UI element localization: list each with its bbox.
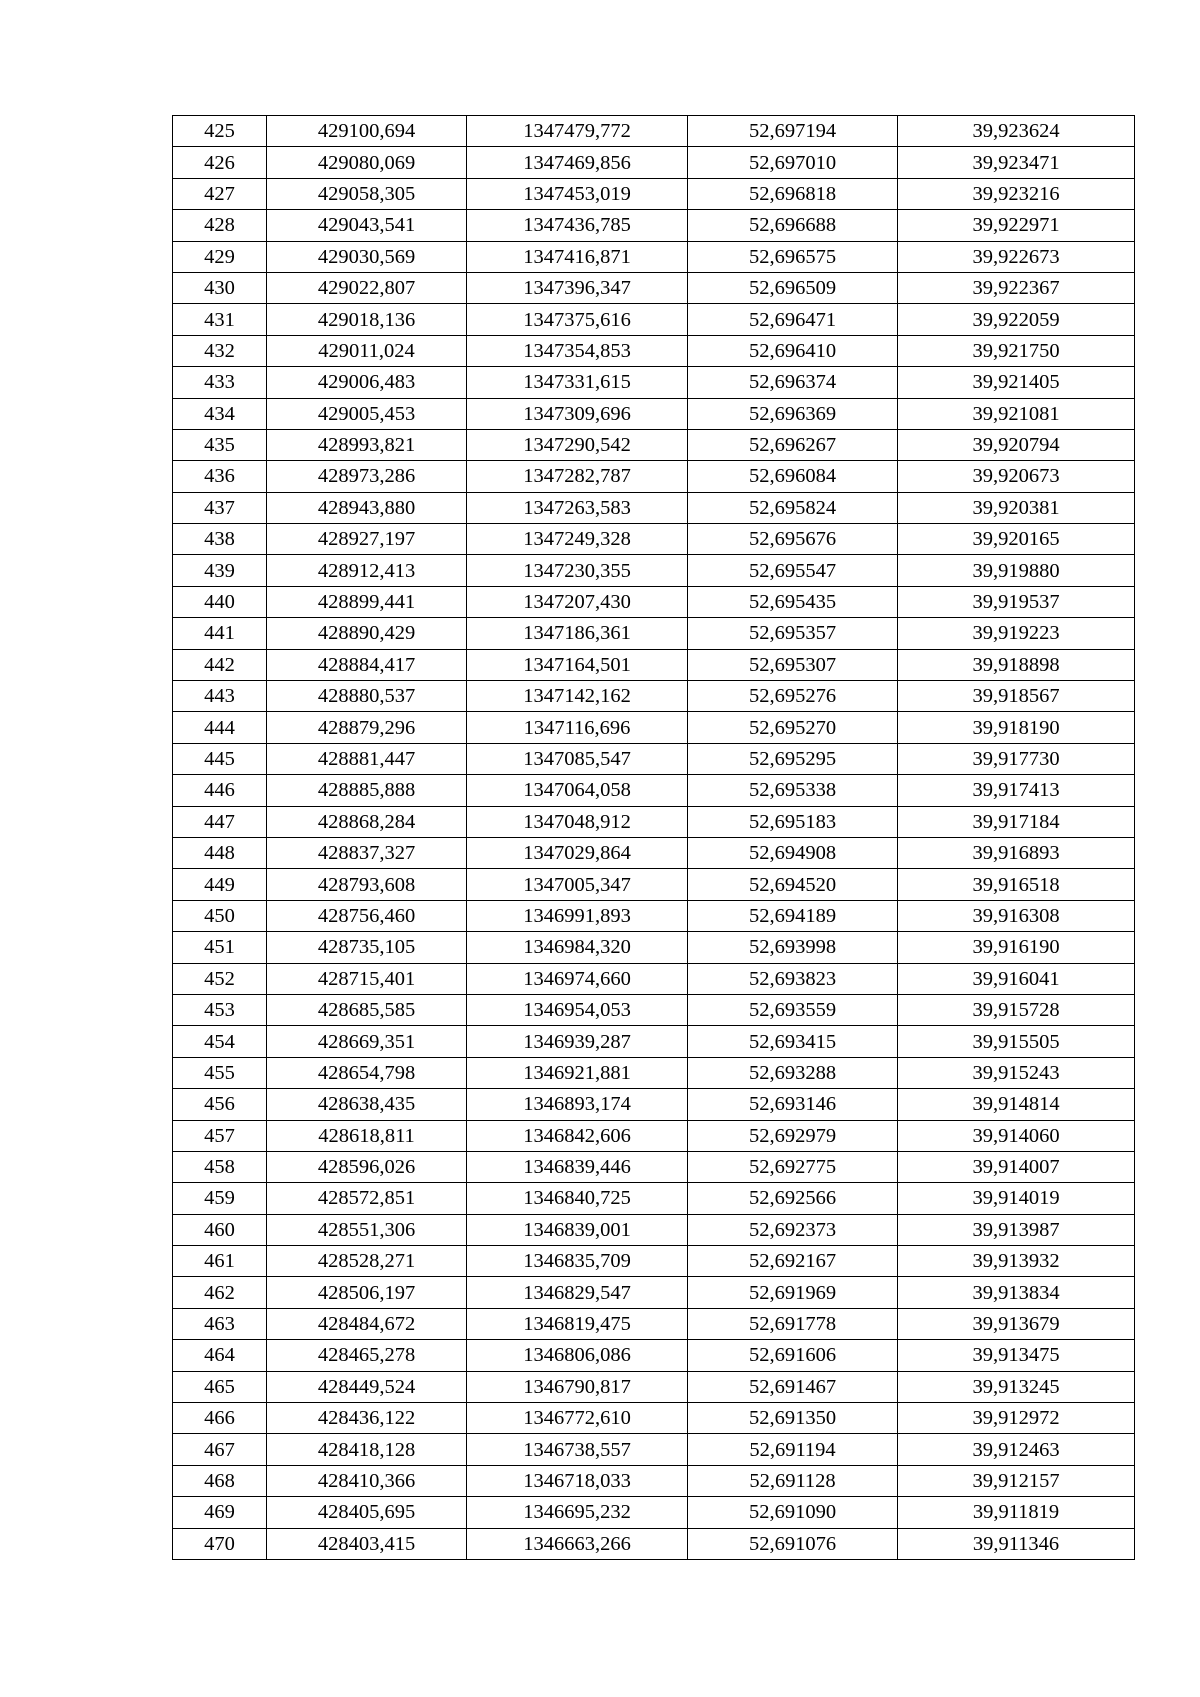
y-coordinate-cell: 1346939,287 (467, 1026, 688, 1057)
x-coordinate-cell: 429011,024 (267, 335, 467, 366)
table-row (173, 1151, 1135, 1182)
point-number-cell: 454 (173, 1026, 267, 1057)
x-coordinate-cell: 429006,483 (267, 367, 467, 398)
longitude-cell: 39,912157 (898, 1465, 1135, 1496)
y-coordinate-cell: 1346695,232 (467, 1497, 688, 1528)
table-row (173, 618, 1135, 649)
x-coordinate-cell: 428403,415 (267, 1528, 467, 1559)
table-row (173, 586, 1135, 617)
latitude-cell: 52,691128 (688, 1465, 898, 1496)
point-number-cell: 463 (173, 1308, 267, 1339)
table-row (173, 1528, 1135, 1559)
latitude-cell: 52,696369 (688, 398, 898, 429)
longitude-cell: 39,914007 (898, 1151, 1135, 1182)
table-row (173, 555, 1135, 586)
y-coordinate-cell: 1346738,557 (467, 1434, 688, 1465)
x-coordinate-cell: 428405,695 (267, 1497, 467, 1528)
y-coordinate-cell: 1347142,162 (467, 681, 688, 712)
latitude-cell: 52,693823 (688, 963, 898, 994)
table-row (173, 398, 1135, 429)
x-coordinate-cell: 428884,417 (267, 649, 467, 680)
y-coordinate-cell: 1347469,856 (467, 147, 688, 178)
point-number-cell: 460 (173, 1214, 267, 1245)
point-number-cell: 462 (173, 1277, 267, 1308)
longitude-cell: 39,923216 (898, 178, 1135, 209)
longitude-cell: 39,912972 (898, 1403, 1135, 1434)
point-number-cell: 455 (173, 1057, 267, 1088)
table-row (173, 1057, 1135, 1088)
longitude-cell: 39,915728 (898, 994, 1135, 1025)
latitude-cell: 52,691194 (688, 1434, 898, 1465)
point-number-cell: 432 (173, 335, 267, 366)
point-number-cell: 431 (173, 304, 267, 335)
point-number-cell: 425 (173, 116, 267, 147)
y-coordinate-cell: 1347436,785 (467, 210, 688, 241)
y-coordinate-cell: 1347375,616 (467, 304, 688, 335)
latitude-cell: 52,691076 (688, 1528, 898, 1559)
point-number-cell: 440 (173, 586, 267, 617)
table-row (173, 335, 1135, 366)
table-row (173, 147, 1135, 178)
table-row (173, 524, 1135, 555)
latitude-cell: 52,695295 (688, 743, 898, 774)
latitude-cell: 52,693559 (688, 994, 898, 1025)
longitude-cell: 39,913245 (898, 1371, 1135, 1402)
latitude-cell: 52,693415 (688, 1026, 898, 1057)
latitude-cell: 52,695676 (688, 524, 898, 555)
x-coordinate-cell: 428927,197 (267, 524, 467, 555)
point-number-cell: 426 (173, 147, 267, 178)
x-coordinate-cell: 429018,136 (267, 304, 467, 335)
point-number-cell: 434 (173, 398, 267, 429)
y-coordinate-cell: 1347207,430 (467, 586, 688, 617)
table-row (173, 272, 1135, 303)
point-number-cell: 430 (173, 272, 267, 303)
y-coordinate-cell: 1346829,547 (467, 1277, 688, 1308)
x-coordinate-cell: 428880,537 (267, 681, 467, 712)
y-coordinate-cell: 1347282,787 (467, 461, 688, 492)
point-number-cell: 452 (173, 963, 267, 994)
x-coordinate-cell: 428885,888 (267, 775, 467, 806)
table-row (173, 304, 1135, 335)
longitude-cell: 39,914814 (898, 1089, 1135, 1120)
x-coordinate-cell: 428654,798 (267, 1057, 467, 1088)
y-coordinate-cell: 1347249,328 (467, 524, 688, 555)
y-coordinate-cell: 1347416,871 (467, 241, 688, 272)
point-number-cell: 464 (173, 1340, 267, 1371)
y-coordinate-cell: 1347064,058 (467, 775, 688, 806)
y-coordinate-cell: 1346839,446 (467, 1151, 688, 1182)
table-row (173, 1026, 1135, 1057)
x-coordinate-cell: 428890,429 (267, 618, 467, 649)
longitude-cell: 39,913679 (898, 1308, 1135, 1339)
longitude-cell: 39,913834 (898, 1277, 1135, 1308)
table-row (173, 932, 1135, 963)
point-number-cell: 439 (173, 555, 267, 586)
x-coordinate-cell: 428912,413 (267, 555, 467, 586)
point-number-cell: 443 (173, 681, 267, 712)
x-coordinate-cell: 428879,296 (267, 712, 467, 743)
latitude-cell: 52,695276 (688, 681, 898, 712)
y-coordinate-cell: 1346819,475 (467, 1308, 688, 1339)
latitude-cell: 52,693998 (688, 932, 898, 963)
longitude-cell: 39,912463 (898, 1434, 1135, 1465)
point-number-cell: 435 (173, 429, 267, 460)
point-number-cell: 467 (173, 1434, 267, 1465)
table-row (173, 492, 1135, 523)
table-row (173, 712, 1135, 743)
table-row (173, 1277, 1135, 1308)
table-row (173, 241, 1135, 272)
x-coordinate-cell: 428551,306 (267, 1214, 467, 1245)
latitude-cell: 52,691778 (688, 1308, 898, 1339)
table-row (173, 1120, 1135, 1151)
point-number-cell: 461 (173, 1246, 267, 1277)
x-coordinate-cell: 428449,524 (267, 1371, 467, 1402)
x-coordinate-cell: 428418,128 (267, 1434, 467, 1465)
x-coordinate-cell: 428484,672 (267, 1308, 467, 1339)
table-row (173, 963, 1135, 994)
longitude-cell: 39,916041 (898, 963, 1135, 994)
x-coordinate-cell: 428528,271 (267, 1246, 467, 1277)
x-coordinate-cell: 428596,026 (267, 1151, 467, 1182)
latitude-cell: 52,694189 (688, 900, 898, 931)
y-coordinate-cell: 1346974,660 (467, 963, 688, 994)
table-row (173, 1183, 1135, 1214)
latitude-cell: 52,692566 (688, 1183, 898, 1214)
latitude-cell: 52,693146 (688, 1089, 898, 1120)
table-row (173, 743, 1135, 774)
longitude-cell: 39,921405 (898, 367, 1135, 398)
longitude-cell: 39,913987 (898, 1214, 1135, 1245)
point-number-cell: 458 (173, 1151, 267, 1182)
y-coordinate-cell: 1346806,086 (467, 1340, 688, 1371)
y-coordinate-cell: 1347186,361 (467, 618, 688, 649)
longitude-cell: 39,920673 (898, 461, 1135, 492)
latitude-cell: 52,697010 (688, 147, 898, 178)
longitude-cell: 39,922059 (898, 304, 1135, 335)
point-number-cell: 465 (173, 1371, 267, 1402)
x-coordinate-cell: 428868,284 (267, 806, 467, 837)
table-row (173, 461, 1135, 492)
y-coordinate-cell: 1346991,893 (467, 900, 688, 931)
longitude-cell: 39,921081 (898, 398, 1135, 429)
latitude-cell: 52,694908 (688, 837, 898, 868)
table-row (173, 1497, 1135, 1528)
latitude-cell: 52,696509 (688, 272, 898, 303)
x-coordinate-cell: 428618,811 (267, 1120, 467, 1151)
table-row (173, 994, 1135, 1025)
latitude-cell: 52,691606 (688, 1340, 898, 1371)
table-row (173, 210, 1135, 241)
point-number-cell: 449 (173, 869, 267, 900)
latitude-cell: 52,691467 (688, 1371, 898, 1402)
table-row (173, 1371, 1135, 1402)
x-coordinate-cell: 428669,351 (267, 1026, 467, 1057)
latitude-cell: 52,695270 (688, 712, 898, 743)
y-coordinate-cell: 1346835,709 (467, 1246, 688, 1277)
y-coordinate-cell: 1347331,615 (467, 367, 688, 398)
x-coordinate-cell: 428993,821 (267, 429, 467, 460)
point-number-cell: 427 (173, 178, 267, 209)
point-number-cell: 448 (173, 837, 267, 868)
table-row (173, 1434, 1135, 1465)
table-row (173, 1246, 1135, 1277)
y-coordinate-cell: 1347005,347 (467, 869, 688, 900)
x-coordinate-cell: 428881,447 (267, 743, 467, 774)
longitude-cell: 39,922367 (898, 272, 1135, 303)
longitude-cell: 39,920794 (898, 429, 1135, 460)
table-row (173, 429, 1135, 460)
x-coordinate-cell: 429022,807 (267, 272, 467, 303)
x-coordinate-cell: 429058,305 (267, 178, 467, 209)
table-row (173, 806, 1135, 837)
latitude-cell: 52,696267 (688, 429, 898, 460)
x-coordinate-cell: 428837,327 (267, 837, 467, 868)
point-number-cell: 450 (173, 900, 267, 931)
x-coordinate-cell: 429043,541 (267, 210, 467, 241)
table-row (173, 1403, 1135, 1434)
y-coordinate-cell: 1346954,053 (467, 994, 688, 1025)
longitude-cell: 39,918190 (898, 712, 1135, 743)
table-row (173, 178, 1135, 209)
longitude-cell: 39,916518 (898, 869, 1135, 900)
table-row (173, 837, 1135, 868)
latitude-cell: 52,695338 (688, 775, 898, 806)
point-number-cell: 441 (173, 618, 267, 649)
latitude-cell: 52,696374 (688, 367, 898, 398)
latitude-cell: 52,695824 (688, 492, 898, 523)
point-number-cell: 457 (173, 1120, 267, 1151)
point-number-cell: 438 (173, 524, 267, 555)
point-number-cell: 436 (173, 461, 267, 492)
x-coordinate-cell: 428756,460 (267, 900, 467, 931)
point-number-cell: 428 (173, 210, 267, 241)
y-coordinate-cell: 1347309,696 (467, 398, 688, 429)
latitude-cell: 52,692775 (688, 1151, 898, 1182)
x-coordinate-cell: 428638,435 (267, 1089, 467, 1120)
y-coordinate-cell: 1346790,817 (467, 1371, 688, 1402)
point-number-cell: 429 (173, 241, 267, 272)
point-number-cell: 451 (173, 932, 267, 963)
y-coordinate-cell: 1347085,547 (467, 743, 688, 774)
longitude-cell: 39,918898 (898, 649, 1135, 680)
point-number-cell: 444 (173, 712, 267, 743)
longitude-cell: 39,916893 (898, 837, 1135, 868)
longitude-cell: 39,918567 (898, 681, 1135, 712)
y-coordinate-cell: 1346893,174 (467, 1089, 688, 1120)
longitude-cell: 39,913475 (898, 1340, 1135, 1371)
longitude-cell: 39,920381 (898, 492, 1135, 523)
longitude-cell: 39,917730 (898, 743, 1135, 774)
y-coordinate-cell: 1347290,542 (467, 429, 688, 460)
longitude-cell: 39,919880 (898, 555, 1135, 586)
y-coordinate-cell: 1347354,853 (467, 335, 688, 366)
y-coordinate-cell: 1347230,355 (467, 555, 688, 586)
y-coordinate-cell: 1347396,347 (467, 272, 688, 303)
y-coordinate-cell: 1346839,001 (467, 1214, 688, 1245)
longitude-cell: 39,919223 (898, 618, 1135, 649)
x-coordinate-cell: 428793,608 (267, 869, 467, 900)
latitude-cell: 52,692167 (688, 1246, 898, 1277)
coordinates-table (172, 115, 1135, 1560)
latitude-cell: 52,695307 (688, 649, 898, 680)
table-row (173, 116, 1135, 147)
table-row (173, 1308, 1135, 1339)
x-coordinate-cell: 429080,069 (267, 147, 467, 178)
latitude-cell: 52,695183 (688, 806, 898, 837)
table-row (173, 1214, 1135, 1245)
point-number-cell: 442 (173, 649, 267, 680)
longitude-cell: 39,916190 (898, 932, 1135, 963)
point-number-cell: 456 (173, 1089, 267, 1120)
x-coordinate-cell: 428973,286 (267, 461, 467, 492)
point-number-cell: 468 (173, 1465, 267, 1496)
x-coordinate-cell: 428685,585 (267, 994, 467, 1025)
longitude-cell: 39,923471 (898, 147, 1135, 178)
x-coordinate-cell: 428465,278 (267, 1340, 467, 1371)
latitude-cell: 52,691969 (688, 1277, 898, 1308)
table-row (173, 1465, 1135, 1496)
y-coordinate-cell: 1347116,696 (467, 712, 688, 743)
table-row (173, 775, 1135, 806)
y-coordinate-cell: 1347263,583 (467, 492, 688, 523)
point-number-cell: 445 (173, 743, 267, 774)
y-coordinate-cell: 1346663,266 (467, 1528, 688, 1559)
longitude-cell: 39,914060 (898, 1120, 1135, 1151)
latitude-cell: 52,696575 (688, 241, 898, 272)
point-number-cell: 447 (173, 806, 267, 837)
x-coordinate-cell: 428572,851 (267, 1183, 467, 1214)
x-coordinate-cell: 428436,122 (267, 1403, 467, 1434)
y-coordinate-cell: 1347453,019 (467, 178, 688, 209)
latitude-cell: 52,696818 (688, 178, 898, 209)
longitude-cell: 39,922673 (898, 241, 1135, 272)
x-coordinate-cell: 428410,366 (267, 1465, 467, 1496)
point-number-cell: 433 (173, 367, 267, 398)
y-coordinate-cell: 1346921,881 (467, 1057, 688, 1088)
longitude-cell: 39,917413 (898, 775, 1135, 806)
y-coordinate-cell: 1346840,725 (467, 1183, 688, 1214)
latitude-cell: 52,695547 (688, 555, 898, 586)
point-number-cell: 453 (173, 994, 267, 1025)
latitude-cell: 52,696084 (688, 461, 898, 492)
longitude-cell: 39,913932 (898, 1246, 1135, 1277)
longitude-cell: 39,915243 (898, 1057, 1135, 1088)
latitude-cell: 52,695357 (688, 618, 898, 649)
x-coordinate-cell: 428506,197 (267, 1277, 467, 1308)
latitude-cell: 52,697194 (688, 116, 898, 147)
point-number-cell: 470 (173, 1528, 267, 1559)
x-coordinate-cell: 428735,105 (267, 932, 467, 963)
latitude-cell: 52,696410 (688, 335, 898, 366)
x-coordinate-cell: 428943,880 (267, 492, 467, 523)
latitude-cell: 52,691090 (688, 1497, 898, 1528)
y-coordinate-cell: 1347479,772 (467, 116, 688, 147)
y-coordinate-cell: 1347048,912 (467, 806, 688, 837)
table-row (173, 869, 1135, 900)
longitude-cell: 39,917184 (898, 806, 1135, 837)
latitude-cell: 52,694520 (688, 869, 898, 900)
point-number-cell: 469 (173, 1497, 267, 1528)
table-row (173, 900, 1135, 931)
longitude-cell: 39,921750 (898, 335, 1135, 366)
longitude-cell: 39,919537 (898, 586, 1135, 617)
latitude-cell: 52,693288 (688, 1057, 898, 1088)
point-number-cell: 466 (173, 1403, 267, 1434)
longitude-cell: 39,914019 (898, 1183, 1135, 1214)
y-coordinate-cell: 1347029,864 (467, 837, 688, 868)
x-coordinate-cell: 429100,694 (267, 116, 467, 147)
latitude-cell: 52,696688 (688, 210, 898, 241)
y-coordinate-cell: 1346842,606 (467, 1120, 688, 1151)
latitude-cell: 52,692979 (688, 1120, 898, 1151)
longitude-cell: 39,911819 (898, 1497, 1135, 1528)
latitude-cell: 52,692373 (688, 1214, 898, 1245)
coordinates-table-body (173, 116, 1135, 1560)
x-coordinate-cell: 429005,453 (267, 398, 467, 429)
x-coordinate-cell: 429030,569 (267, 241, 467, 272)
point-number-cell: 446 (173, 775, 267, 806)
y-coordinate-cell: 1346772,610 (467, 1403, 688, 1434)
latitude-cell: 52,691350 (688, 1403, 898, 1434)
latitude-cell: 52,695435 (688, 586, 898, 617)
longitude-cell: 39,911346 (898, 1528, 1135, 1559)
latitude-cell: 52,696471 (688, 304, 898, 335)
point-number-cell: 437 (173, 492, 267, 523)
x-coordinate-cell: 428715,401 (267, 963, 467, 994)
table-row (173, 681, 1135, 712)
longitude-cell: 39,915505 (898, 1026, 1135, 1057)
table-row (173, 1089, 1135, 1120)
longitude-cell: 39,920165 (898, 524, 1135, 555)
y-coordinate-cell: 1346718,033 (467, 1465, 688, 1496)
x-coordinate-cell: 428899,441 (267, 586, 467, 617)
point-number-cell: 459 (173, 1183, 267, 1214)
table-row (173, 649, 1135, 680)
table-row (173, 1340, 1135, 1371)
y-coordinate-cell: 1346984,320 (467, 932, 688, 963)
longitude-cell: 39,923624 (898, 116, 1135, 147)
y-coordinate-cell: 1347164,501 (467, 649, 688, 680)
longitude-cell: 39,922971 (898, 210, 1135, 241)
table-row (173, 367, 1135, 398)
longitude-cell: 39,916308 (898, 900, 1135, 931)
